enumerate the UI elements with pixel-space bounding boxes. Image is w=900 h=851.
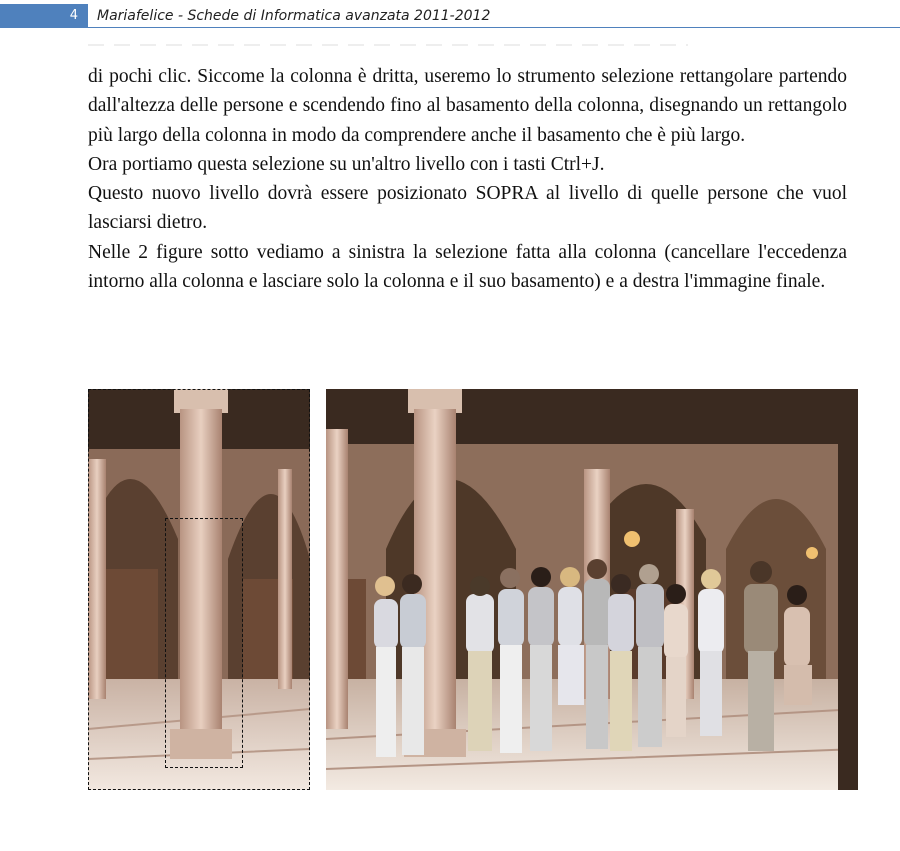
figure-final-image: [326, 389, 858, 790]
figure-column-selection: [88, 389, 310, 790]
hall-illustration-right: [326, 389, 858, 790]
header-rule: [0, 27, 900, 28]
selection-marquee-column: [165, 518, 243, 768]
paragraph: Nelle 2 figure sotto vediamo a sinistra la selezione fatta alla colonna (cancellare l'eccedenza intorno alla colonna e lasciare solo la colonna e il suo basamento) e a destra l'immagine finale.: [88, 241, 847, 293]
header-title: Mariafelice - Schede di Informatica avanzata 2011-2012: [97, 8, 491, 24]
decorative-dash-line: [88, 44, 688, 46]
page-number-badge: 4: [0, 4, 88, 28]
paragraph: di pochi clic. Siccome la colonna è dritta, useremo lo strumento selezione rettangolare partendo dall'altezza delle persone e scendendo fino al basamento della colonna, disegnando un rettangolo più largo della colonna in modo da comprendere anche il basamento che è più largo.: [88, 66, 847, 146]
body-text: [88, 62, 847, 296]
page-header: [0, 0, 900, 30]
paragraph: Questo nuovo livello dovrà essere posizionato SOPRA al livello di quelle persone che vuol lasciarsi dietro.: [88, 183, 847, 234]
paragraph: Ora portiamo questa selezione su un'altro livello con i tasti Ctrl+J.: [88, 153, 605, 175]
